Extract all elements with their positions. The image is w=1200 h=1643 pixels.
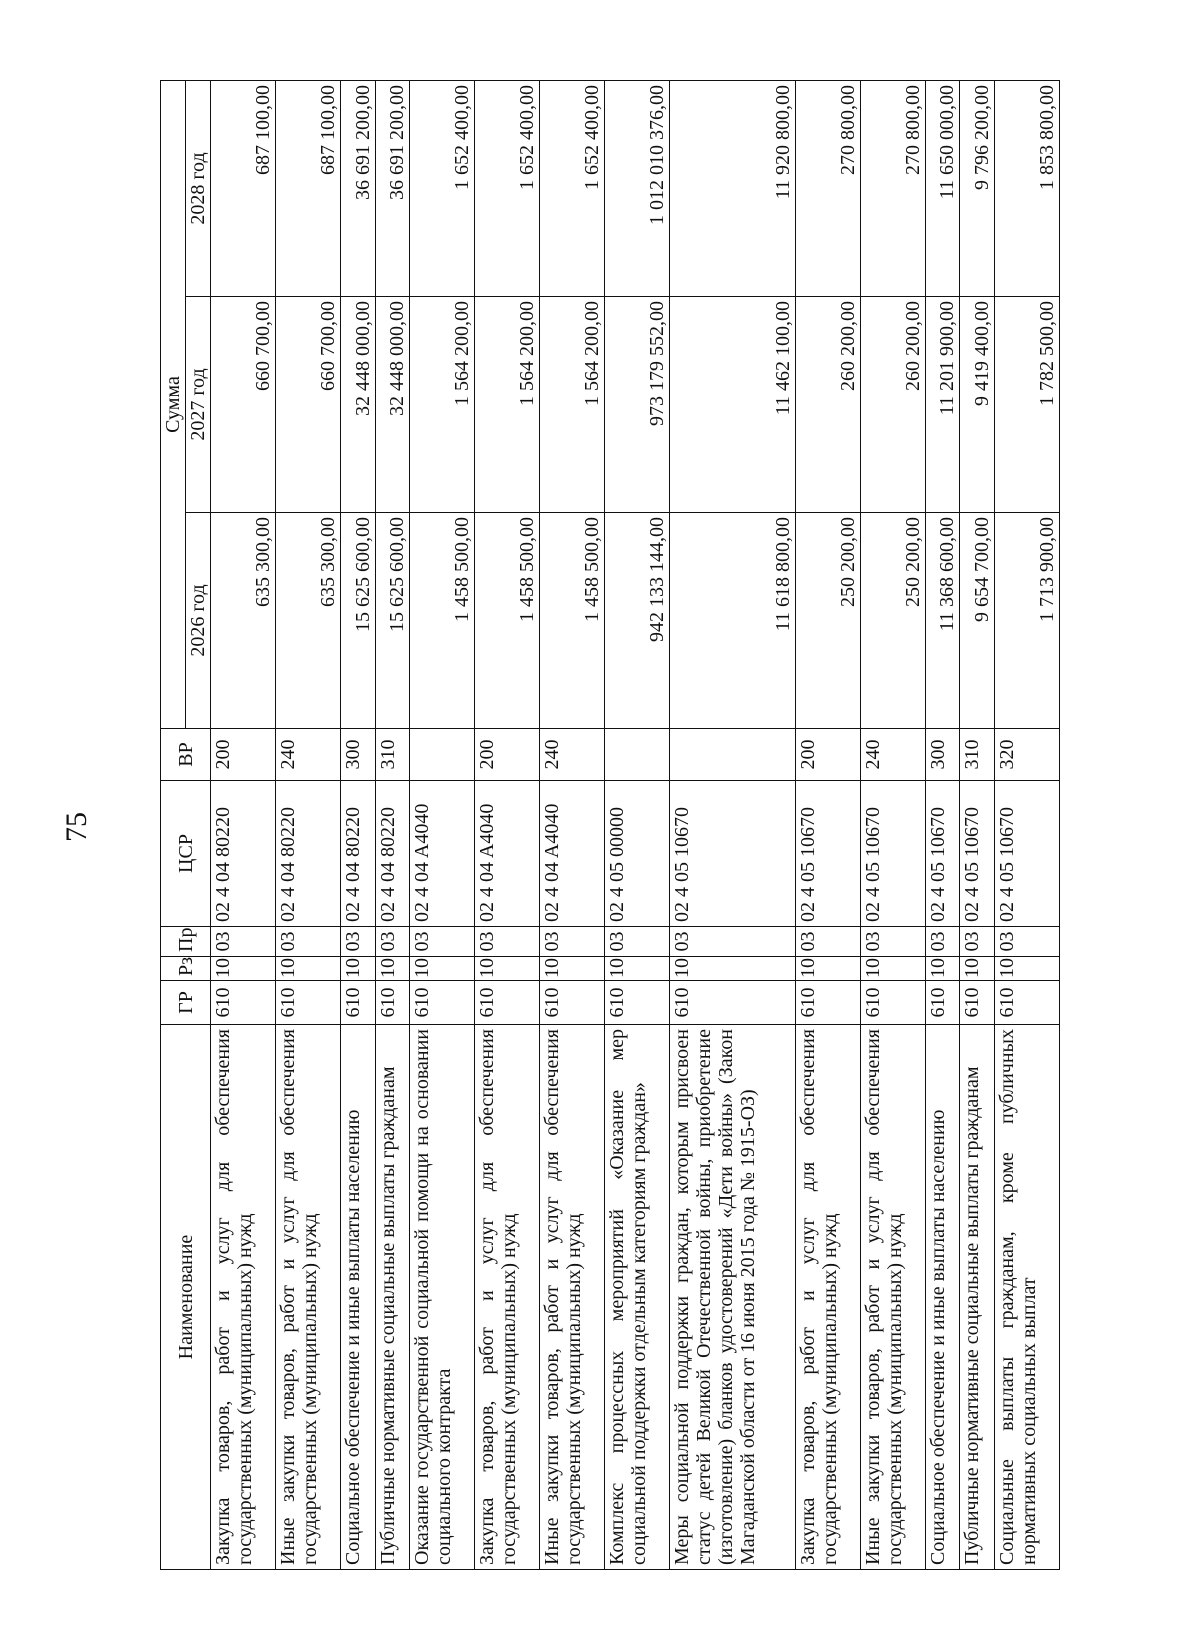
- cell-sum-2026: 11 618 800,00: [670, 513, 796, 729]
- cell-sum-2026: 1 458 500,00: [475, 513, 540, 729]
- cell-sum-2027: 973 179 552,00: [605, 297, 670, 513]
- cell-rz: 10: [340, 957, 375, 981]
- header-2027: 2027 год: [186, 297, 211, 513]
- cell-sum-2026: 15 625 600,00: [375, 513, 410, 729]
- cell-rz: 10: [994, 957, 1059, 981]
- cell-vr: [410, 729, 475, 781]
- table-row: [960, 80, 995, 1569]
- header-row-1: [161, 80, 186, 1569]
- cell-csr: 02 4 04 80220: [340, 781, 375, 927]
- cell-name: Социальные выплаты гражданам, кроме публичных нормативных социальных выплат: [994, 1025, 1059, 1570]
- cell-pr: 03: [925, 927, 960, 957]
- table-row: [211, 80, 276, 1569]
- cell-sum-2026: 15 625 600,00: [340, 513, 375, 729]
- cell-csr: 02 4 05 00000: [605, 781, 670, 927]
- cell-name: Иные закупки товаров, работ и услуг для обеспечения государственных (муниципальных) нужд: [275, 1025, 340, 1570]
- cell-name: Иные закупки товаров, работ и услуг для обеспечения государственных (муниципальных) нужд: [860, 1025, 925, 1570]
- cell-pr: 03: [960, 927, 995, 957]
- cell-pr: 03: [860, 927, 925, 957]
- page-number: 75: [60, 812, 93, 842]
- cell-csr: 02 4 05 10670: [795, 781, 860, 927]
- cell-sum-2028: 11 920 800,00: [670, 80, 796, 296]
- cell-sum-2027: 32 448 000,00: [375, 297, 410, 513]
- cell-sum-2026: 250 200,00: [795, 513, 860, 729]
- header-2026: 2026 год: [186, 513, 211, 729]
- cell-sum-2028: 1 853 800,00: [994, 80, 1059, 296]
- cell-pr: 03: [540, 927, 605, 957]
- cell-name: Комплекс процессных мероприятий «Оказание мер социальной поддержки отдельным категориям граждан»: [605, 1025, 670, 1570]
- cell-rz: 10: [211, 957, 276, 981]
- cell-rz: 10: [925, 957, 960, 981]
- cell-csr: 02 4 04 A4040: [410, 781, 475, 927]
- cell-name: Меры социальной поддержки граждан, которым присвоен статус детей Великой Отечественной войны, приобретение (изготовление) бланков удостоверений «Дети войны» (Закон Магаданской области от 16 июня 2015 года № 1915-ОЗ): [670, 1025, 796, 1570]
- cell-sum-2026: 942 133 144,00: [605, 513, 670, 729]
- cell-csr: 02 4 04 A4040: [540, 781, 605, 927]
- cell-gr: 610: [340, 981, 375, 1025]
- cell-sum-2027: 660 700,00: [211, 297, 276, 513]
- cell-sum-2028: 36 691 200,00: [375, 80, 410, 296]
- cell-vr: 310: [375, 729, 410, 781]
- cell-pr: 03: [670, 927, 796, 957]
- cell-gr: 610: [925, 981, 960, 1025]
- cell-sum-2027: 260 200,00: [860, 297, 925, 513]
- cell-name: Социальное обеспечение и иные выплаты населению: [925, 1025, 960, 1570]
- cell-name: Социальное обеспечение и иные выплаты населению: [340, 1025, 375, 1570]
- table-row: [540, 80, 605, 1569]
- cell-sum-2026: 635 300,00: [275, 513, 340, 729]
- cell-rz: 10: [605, 957, 670, 981]
- table-row: [375, 80, 410, 1569]
- cell-vr: [605, 729, 670, 781]
- cell-gr: 610: [540, 981, 605, 1025]
- table-row: [340, 80, 375, 1569]
- cell-sum-2027: 11 462 100,00: [670, 297, 796, 513]
- cell-sum-2028: 1 652 400,00: [540, 80, 605, 296]
- rotated-table-wrapper: [160, 80, 1060, 1570]
- cell-pr: 03: [375, 927, 410, 957]
- cell-csr: 02 4 04 80220: [211, 781, 276, 927]
- budget-table: [160, 80, 1060, 1570]
- cell-csr: 02 4 05 10670: [925, 781, 960, 927]
- cell-csr: 02 4 05 10670: [670, 781, 796, 927]
- cell-sum-2028: 687 100,00: [275, 80, 340, 296]
- cell-sum-2026: 250 200,00: [860, 513, 925, 729]
- cell-sum-2027: 1 782 500,00: [994, 297, 1059, 513]
- cell-gr: 610: [994, 981, 1059, 1025]
- cell-sum-2028: 687 100,00: [211, 80, 276, 296]
- header-name: Наименование: [161, 1025, 211, 1570]
- cell-name: Закупка товаров, работ и услуг для обеспечения государственных (муниципальных) нужд: [795, 1025, 860, 1570]
- table-row: [410, 80, 475, 1569]
- cell-vr: 310: [960, 729, 995, 781]
- cell-gr: 610: [605, 981, 670, 1025]
- cell-rz: 10: [410, 957, 475, 981]
- cell-pr: 03: [994, 927, 1059, 957]
- cell-sum-2027: 660 700,00: [275, 297, 340, 513]
- table-body: [211, 80, 1060, 1569]
- header-2028: 2028 год: [186, 80, 211, 296]
- cell-sum-2026: 1 458 500,00: [540, 513, 605, 729]
- table-row: [670, 80, 796, 1569]
- cell-sum-2028: 1 652 400,00: [475, 80, 540, 296]
- cell-pr: 03: [340, 927, 375, 957]
- cell-sum-2028: 1 652 400,00: [410, 80, 475, 296]
- cell-vr: 320: [994, 729, 1059, 781]
- cell-vr: [670, 729, 796, 781]
- cell-vr: 200: [475, 729, 540, 781]
- cell-rz: 10: [475, 957, 540, 981]
- header-csr: ЦСР: [161, 781, 211, 927]
- cell-sum-2026: 635 300,00: [211, 513, 276, 729]
- cell-sum-2027: 260 200,00: [795, 297, 860, 513]
- cell-gr: 610: [860, 981, 925, 1025]
- cell-sum-2028: 1 012 010 376,00: [605, 80, 670, 296]
- cell-pr: 03: [795, 927, 860, 957]
- cell-pr: 03: [410, 927, 475, 957]
- cell-sum-2027: 1 564 200,00: [410, 297, 475, 513]
- cell-sum-2028: 9 796 200,00: [960, 80, 995, 296]
- cell-sum-2028: 270 800,00: [860, 80, 925, 296]
- cell-sum-2027: 1 564 200,00: [475, 297, 540, 513]
- table-row: [275, 80, 340, 1569]
- cell-gr: 610: [670, 981, 796, 1025]
- header-gr: ГР: [161, 981, 211, 1025]
- table-row: [605, 80, 670, 1569]
- cell-gr: 610: [795, 981, 860, 1025]
- cell-sum-2027: 32 448 000,00: [340, 297, 375, 513]
- cell-vr: 300: [340, 729, 375, 781]
- cell-name: Закупка товаров, работ и услуг для обеспечения государственных (муниципальных) нужд: [475, 1025, 540, 1570]
- cell-csr: 02 4 05 10670: [960, 781, 995, 927]
- cell-vr: 200: [211, 729, 276, 781]
- cell-sum-2028: 11 650 000,00: [925, 80, 960, 296]
- cell-sum-2026: 1 458 500,00: [410, 513, 475, 729]
- cell-sum-2027: 9 419 400,00: [960, 297, 995, 513]
- cell-gr: 610: [960, 981, 995, 1025]
- cell-rz: 10: [540, 957, 605, 981]
- table-row: [795, 80, 860, 1569]
- cell-sum-2028: 270 800,00: [795, 80, 860, 296]
- cell-gr: 610: [275, 981, 340, 1025]
- cell-sum-2027: 11 201 900,00: [925, 297, 960, 513]
- cell-vr: 240: [540, 729, 605, 781]
- cell-vr: 300: [925, 729, 960, 781]
- table-row: [475, 80, 540, 1569]
- cell-csr: 02 4 04 80220: [275, 781, 340, 927]
- cell-rz: 10: [960, 957, 995, 981]
- cell-vr: 200: [795, 729, 860, 781]
- cell-rz: 10: [275, 957, 340, 981]
- cell-rz: 10: [375, 957, 410, 981]
- cell-gr: 610: [410, 981, 475, 1025]
- table-row: [860, 80, 925, 1569]
- cell-gr: 610: [475, 981, 540, 1025]
- cell-name: Иные закупки товаров, работ и услуг для обеспечения государственных (муниципальных) нужд: [540, 1025, 605, 1570]
- cell-name: Закупка товаров, работ и услуг для обеспечения государственных (муниципальных) нужд: [211, 1025, 276, 1570]
- cell-csr: 02 4 04 80220: [375, 781, 410, 927]
- cell-rz: 10: [795, 957, 860, 981]
- cell-sum-2027: 1 564 200,00: [540, 297, 605, 513]
- cell-pr: 03: [605, 927, 670, 957]
- table-row: [925, 80, 960, 1569]
- cell-name: Публичные нормативные социальные выплаты гражданам: [375, 1025, 410, 1570]
- cell-vr: 240: [275, 729, 340, 781]
- cell-sum-2026: 11 368 600,00: [925, 513, 960, 729]
- cell-rz: 10: [860, 957, 925, 981]
- cell-pr: 03: [275, 927, 340, 957]
- cell-gr: 610: [375, 981, 410, 1025]
- cell-rz: 10: [670, 957, 796, 981]
- cell-gr: 610: [211, 981, 276, 1025]
- cell-pr: 03: [475, 927, 540, 957]
- cell-csr: 02 4 05 10670: [860, 781, 925, 927]
- cell-name: Оказание государственной социальной помощи на основании социального контракта: [410, 1025, 475, 1570]
- cell-csr: 02 4 04 A4040: [475, 781, 540, 927]
- cell-vr: 240: [860, 729, 925, 781]
- header-sum: Сумма: [161, 80, 186, 728]
- cell-name: Публичные нормативные социальные выплаты гражданам: [960, 1025, 995, 1570]
- header-vr: ВР: [161, 729, 211, 781]
- cell-sum-2026: 9 654 700,00: [960, 513, 995, 729]
- table-row: [994, 80, 1059, 1569]
- header-rz: Рз: [161, 957, 211, 981]
- cell-pr: 03: [211, 927, 276, 957]
- cell-sum-2028: 36 691 200,00: [340, 80, 375, 296]
- cell-csr: 02 4 05 10670: [994, 781, 1059, 927]
- header-pr: Пр: [161, 927, 211, 957]
- cell-sum-2026: 1 713 900,00: [994, 513, 1059, 729]
